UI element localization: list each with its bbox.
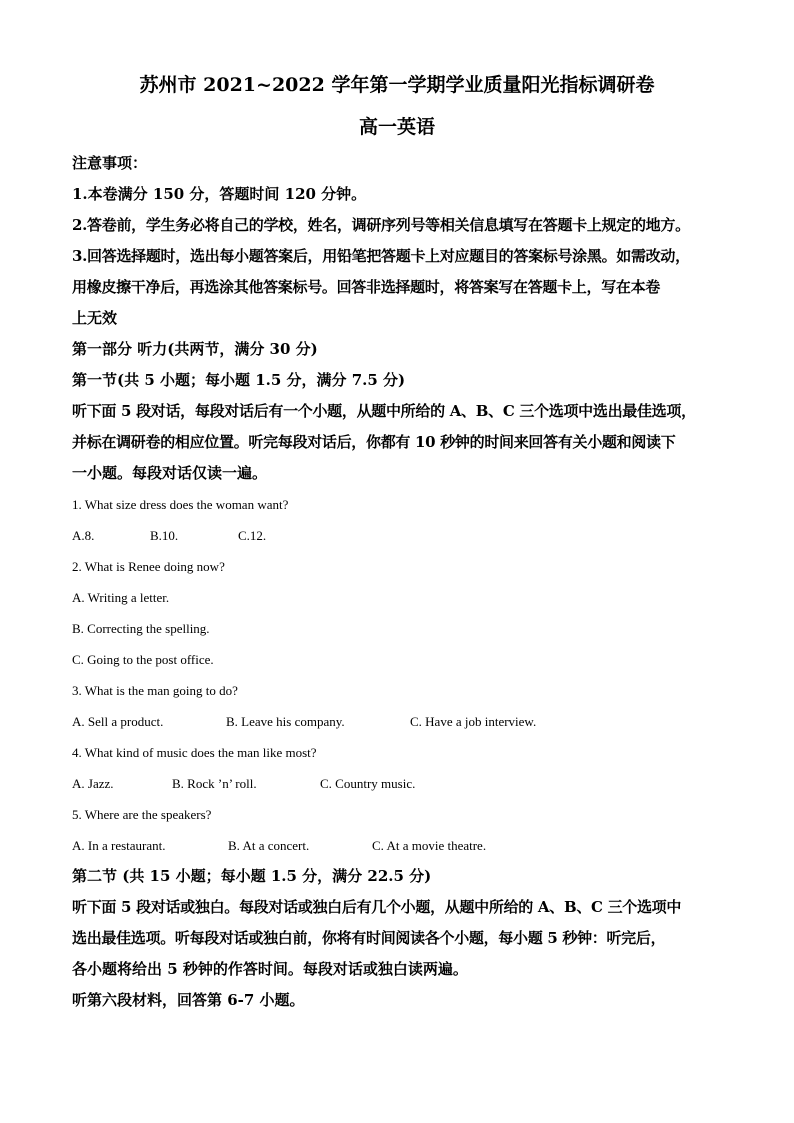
question-5: 5. Where are the speakers? (72, 807, 212, 822)
option-a: A. In a restaurant. (72, 838, 166, 853)
option-b: B. Leave his company. (226, 714, 345, 729)
part1-heading: 第一部分 听力(共两节，满分 30 分) (72, 340, 318, 358)
question-2-option-b: B. Correcting the spelling. (72, 621, 210, 636)
notes-item-1: 1.本卷满分 150 分，答题时间 120 分钟。 (72, 185, 367, 203)
option-a: A.8. (72, 528, 95, 543)
question-1-options (72, 520, 724, 551)
option-a: A. Jazz. (72, 776, 114, 791)
section1-instructions-line-1: 听下面 5 段对话，每段对话后有一个小题，从题中所给的 A、B、C 三个选项中选出最佳选项， (72, 402, 696, 420)
exam-body (72, 148, 724, 1016)
option-b: B. Rock ’n’ roll. (172, 776, 257, 791)
section1-instructions-line-3: 一小题。每段对话仅读一遍。 (72, 464, 268, 482)
option-b: B. At a concert. (228, 838, 310, 853)
notes-item-3-line-3: 上无效 (72, 309, 118, 327)
section2-instructions-line-3: 各小题将给出 5 秒钟的作答时间。每段对话或独白读两遍。 (72, 960, 468, 978)
option-c: C. At a movie theatre. (372, 838, 487, 853)
question-2-option-c: C. Going to the post office. (72, 652, 214, 667)
section2-material-6: 听第六段材料，回答第 6-7 小题。 (72, 991, 305, 1009)
notes-item-2: 2.答卷前，学生务必将自己的学校，姓名，调研序列号等相关信息填写在答题卡上规定的地方。 (72, 216, 690, 234)
option-a: A. Sell a product. (72, 714, 164, 729)
notes-item-3-line-1: 3.回答选择题时，选出每小题答案后，用铅笔把答题卡上对应题目的答案标号涂黑。如需改动， (72, 247, 690, 265)
question-1: 1. What size dress does the woman want? (72, 497, 289, 512)
question-2-option-a: A. Writing a letter. (72, 590, 170, 605)
exam-title: 苏州市 2021~2022 学年第一学期学业质量阳光指标调研卷 (139, 74, 655, 96)
question-3: 3. What is the man going to do? (72, 683, 238, 698)
exam-subtitle: 高一英语 (358, 116, 435, 138)
option-c: C.12. (238, 528, 267, 543)
question-4: 4. What kind of music does the man like most? (72, 745, 317, 760)
option-b: B.10. (150, 528, 179, 543)
option-c: C. Country music. (320, 776, 416, 791)
section2-instructions-line-2: 选出最佳选项。听每段对话或独白前，你将有时间阅读各个小题，每小题 5 秒钟：听完后， (72, 929, 666, 947)
section1-heading: 第一节(共 5 小题；每小题 1.5 分，满分 7.5 分) (72, 371, 406, 389)
section1-instructions-line-2: 并标在调研卷的相应位置。听完每段对话后，你都有 10 秒钟的时间来回答有关小题和阅读下 (72, 433, 676, 451)
notes-item-3-line-2: 用橡皮擦干净后，再选涂其他答案标号。回答非选择题时，将答案写在答题卡上，写在本卷 (72, 278, 661, 296)
question-2: 2. What is Renee doing now? (72, 559, 225, 574)
section2-heading: 第二节 (共 15 小题；每小题 1.5 分，满分 22.5 分) (72, 867, 432, 885)
question-5-options (72, 830, 724, 861)
question-3-options (72, 706, 724, 737)
option-c: C. Have a job interview. (410, 714, 537, 729)
section2-instructions-line-1: 听下面 5 段对话或独白。每段对话或独白后有几个小题，从题中所给的 A、B、C 三个选项中 (72, 898, 682, 916)
notes-heading: 注意事项： (72, 154, 148, 172)
question-4-options (72, 768, 724, 799)
